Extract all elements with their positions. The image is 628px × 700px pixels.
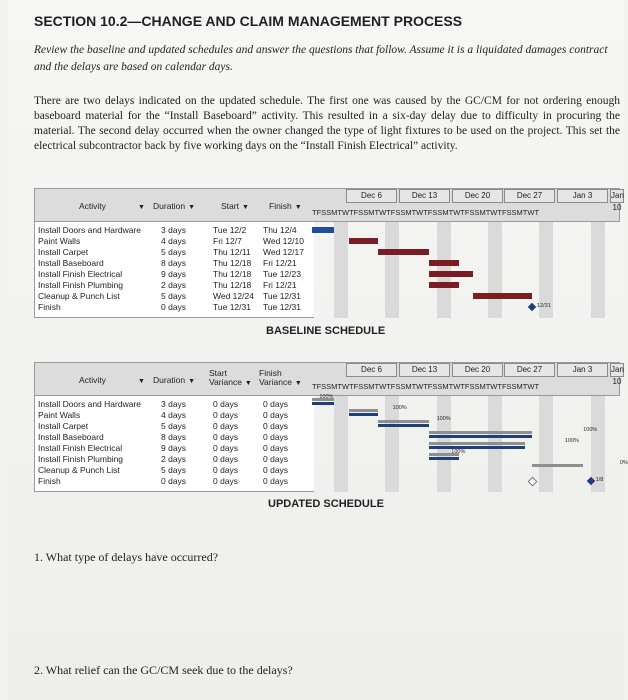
cell-activity: Install Carpet bbox=[38, 247, 89, 257]
week-label: Dec 6 bbox=[346, 363, 397, 377]
table-row[interactable] bbox=[35, 236, 315, 247]
cell-activity: Install Doors and Hardware bbox=[38, 225, 141, 235]
cell-start-variance: 0 days bbox=[213, 432, 239, 442]
cell-finish-variance: 0 days bbox=[263, 410, 289, 420]
baseline-gantt bbox=[312, 222, 620, 318]
week-label: Jan 10 bbox=[611, 365, 624, 386]
weekend-shade bbox=[334, 222, 348, 318]
percent-complete-label: 100% bbox=[564, 438, 579, 444]
cell-finish-variance: 0 days bbox=[263, 465, 289, 475]
percent-complete-label: 100% bbox=[319, 394, 334, 400]
table-row[interactable] bbox=[35, 280, 315, 291]
cell-start-variance: 0 days bbox=[213, 421, 239, 431]
weekend-shade bbox=[385, 222, 399, 318]
header-finish[interactable]: Finish ▼ bbox=[269, 201, 302, 211]
baseline-bar[interactable] bbox=[429, 282, 458, 288]
baseline-day-letters: TFSSMTWTFSSMTWTFSSMTWTFSSMTWTFSSMTWTFSSMTWT bbox=[312, 208, 540, 217]
header-finish-variance[interactable]: Finish Variance ▼ bbox=[259, 368, 302, 387]
week-label: Dec 20 bbox=[452, 363, 503, 377]
cell-duration: 8 days bbox=[161, 432, 187, 442]
cell-start-variance: 0 days bbox=[213, 399, 239, 409]
week-label: Dec 27 bbox=[504, 363, 555, 377]
cell-duration: 5 days bbox=[161, 247, 187, 257]
cell-finish-variance: 0 days bbox=[263, 432, 289, 442]
cell-finish: Fri 12/21 bbox=[263, 280, 297, 290]
cell-duration: 5 days bbox=[161, 421, 187, 431]
cell-duration: 9 days bbox=[161, 443, 187, 453]
cell-duration: 9 days bbox=[161, 269, 187, 279]
milestone-label: 12/31 bbox=[537, 303, 551, 309]
header-activity: Activity bbox=[79, 201, 106, 211]
cell-finish-variance: 0 days bbox=[263, 399, 289, 409]
cell-finish: Thu 12/4 bbox=[263, 225, 297, 235]
week-label: Dec 13 bbox=[399, 363, 450, 377]
baseline-table bbox=[34, 222, 314, 318]
cell-activity: Finish bbox=[38, 302, 61, 312]
cell-duration: 3 days bbox=[161, 225, 187, 235]
baseline-bar[interactable] bbox=[378, 249, 429, 255]
cell-activity: Paint Walls bbox=[38, 236, 81, 246]
updated-bar[interactable] bbox=[429, 457, 458, 460]
cell-start: Thu 12/18 bbox=[213, 280, 252, 290]
cell-finish: Wed 12/17 bbox=[263, 247, 304, 257]
cell-start-variance: 0 days bbox=[213, 476, 239, 486]
updated-bar[interactable] bbox=[349, 413, 378, 416]
cell-duration: 2 days bbox=[161, 280, 187, 290]
header-duration[interactable]: Duration ▼ bbox=[153, 201, 196, 211]
week-label: Dec 27 bbox=[504, 189, 555, 203]
baseline-bar[interactable] bbox=[429, 260, 458, 266]
header-start[interactable]: Start ▼ bbox=[221, 201, 249, 211]
updated-bar[interactable] bbox=[312, 402, 334, 405]
cell-activity: Install Baseboard bbox=[38, 432, 104, 442]
table-row[interactable] bbox=[35, 291, 315, 302]
updated-bar[interactable] bbox=[429, 435, 532, 438]
cell-finish-variance: 0 days bbox=[263, 421, 289, 431]
percent-complete-label: 100% bbox=[436, 416, 451, 422]
baseline-cap-bar[interactable] bbox=[349, 409, 378, 412]
cell-start: Tue 12/31 bbox=[213, 302, 251, 312]
cell-activity: Install Finish Plumbing bbox=[38, 454, 124, 464]
cell-activity: Cleanup & Punch List bbox=[38, 291, 120, 301]
weekend-shade bbox=[437, 222, 451, 318]
cell-start-variance: 0 days bbox=[213, 443, 239, 453]
delay-description: There are two delays indicated on the updated schedule. The first one was caused by the GC/CM for not ordering enough baseboard material for the “Install Baseboard” activity. This resulted in a six-day delay due to difficulty in procuring the material. The second delay occurred when the owner changed the type of light fixtures to be used on the project. This set the electrical subcontractor back by five working days on the “Install Finish Electrical” activity. bbox=[34, 95, 620, 152]
percent-complete-label: 100% bbox=[392, 405, 407, 411]
header-duration[interactable]: Duration ▼ bbox=[153, 375, 196, 385]
cell-activity: Install Finish Plumbing bbox=[38, 280, 124, 290]
table-row[interactable] bbox=[35, 421, 315, 432]
percent-complete-label: 100% bbox=[583, 427, 598, 433]
cell-start-variance: 0 days bbox=[213, 465, 239, 475]
cell-activity: Install Baseboard bbox=[38, 258, 104, 268]
question-1: 1. What type of delays have occurred? bbox=[34, 550, 219, 564]
cell-duration: 5 days bbox=[161, 465, 187, 475]
table-row[interactable] bbox=[35, 410, 315, 421]
table-row[interactable] bbox=[35, 269, 315, 280]
cell-start: Tue 12/2 bbox=[213, 225, 247, 235]
updated-schedule bbox=[34, 362, 628, 492]
cell-finish: Tue 12/23 bbox=[263, 269, 301, 279]
cell-duration: 3 days bbox=[161, 399, 187, 409]
baseline-schedule bbox=[34, 188, 624, 318]
cell-duration: 0 days bbox=[161, 476, 187, 486]
table-row[interactable] bbox=[35, 258, 315, 269]
cell-duration: 8 days bbox=[161, 258, 187, 268]
table-row[interactable] bbox=[35, 432, 315, 443]
baseline-cap-bar[interactable] bbox=[532, 464, 583, 467]
updated-gantt bbox=[312, 394, 628, 492]
updated-day-letters: TFSSMTWTFSSMTWTFSSMTWTFSSMTWTFSSMTWTFSSMTWT bbox=[312, 382, 540, 391]
week-label: Dec 13 bbox=[399, 189, 450, 203]
updated-week-labels bbox=[312, 362, 624, 386]
cell-start-variance: 0 days bbox=[213, 454, 239, 464]
milestone-label: 1/8 bbox=[595, 477, 604, 483]
baseline-week-labels bbox=[312, 188, 624, 212]
cell-finish: Wed 12/10 bbox=[263, 236, 304, 246]
cell-finish: Tue 12/31 bbox=[263, 291, 301, 301]
updated-bar[interactable] bbox=[378, 424, 429, 427]
weekend-shade bbox=[334, 396, 348, 492]
cell-duration: 2 days bbox=[161, 454, 187, 464]
baseline-bar[interactable] bbox=[429, 271, 473, 277]
cell-start: Fri 12/7 bbox=[213, 236, 242, 246]
cell-activity: Install Finish Electrical bbox=[38, 443, 123, 453]
baseline-caption: BASELINE SCHEDULE bbox=[266, 325, 386, 337]
table-row[interactable] bbox=[35, 476, 315, 487]
cell-activity: Paint Walls bbox=[38, 410, 81, 420]
baseline-cap-bar[interactable] bbox=[429, 442, 524, 445]
cell-activity: Install Carpet bbox=[38, 421, 89, 431]
baseline-milestone[interactable] bbox=[528, 477, 538, 487]
table-row[interactable] bbox=[35, 465, 315, 476]
cell-duration: 4 days bbox=[161, 410, 187, 420]
cell-activity: Cleanup & Punch List bbox=[38, 465, 120, 475]
weekend-shade bbox=[488, 222, 502, 318]
cell-activity: Install Finish Electrical bbox=[38, 269, 123, 279]
header-activity: Activity bbox=[79, 375, 106, 385]
updated-bar[interactable] bbox=[429, 446, 524, 449]
table-row[interactable] bbox=[35, 247, 315, 258]
cell-start: Thu 12/18 bbox=[213, 258, 252, 268]
cell-finish-variance: 0 days bbox=[263, 454, 289, 464]
table-row[interactable] bbox=[35, 454, 315, 465]
percent-complete-label: 100% bbox=[451, 449, 466, 455]
cell-finish: Fri 12/21 bbox=[263, 258, 297, 268]
weekend-shade bbox=[539, 396, 553, 492]
percent-complete-label: 0% bbox=[619, 460, 628, 466]
cell-finish: Tue 12/31 bbox=[263, 302, 301, 312]
week-label: Jan 3 bbox=[557, 363, 608, 377]
header-start-variance[interactable]: Start Variance ▼ bbox=[209, 368, 252, 387]
finish-milestone[interactable] bbox=[528, 303, 536, 311]
table-row[interactable] bbox=[35, 302, 315, 313]
baseline-bar[interactable] bbox=[349, 238, 378, 244]
textbook-page bbox=[8, 0, 628, 700]
question-2: 2. What relief can the GC/CM seek due to the delays? bbox=[34, 663, 293, 677]
cell-duration: 5 days bbox=[161, 291, 187, 301]
baseline-bar[interactable] bbox=[312, 227, 334, 233]
table-row[interactable] bbox=[35, 225, 315, 236]
cell-duration: 4 days bbox=[161, 236, 187, 246]
week-label: Jan 3 bbox=[557, 189, 608, 203]
cell-activity: Finish bbox=[38, 476, 61, 486]
cell-start: Thu 12/18 bbox=[213, 269, 252, 279]
cell-finish-variance: 0 days bbox=[263, 476, 289, 486]
cell-duration: 0 days bbox=[161, 302, 187, 312]
cell-start-variance: 0 days bbox=[213, 410, 239, 420]
cell-activity: Install Doors and Hardware bbox=[38, 399, 141, 409]
baseline-bar[interactable] bbox=[473, 293, 532, 299]
cell-start: Wed 12/24 bbox=[213, 291, 254, 301]
table-row[interactable] bbox=[35, 399, 315, 410]
weekend-shade bbox=[591, 222, 605, 318]
activity-filter-icon[interactable]: ▼ bbox=[138, 378, 145, 385]
table-row[interactable] bbox=[35, 443, 315, 454]
baseline-cap-bar[interactable] bbox=[429, 431, 532, 434]
activity-filter-icon[interactable]: ▼ bbox=[138, 204, 145, 211]
section-title: SECTION 10.2—CHANGE AND CLAIM MANAGEMENT PROCESS bbox=[34, 13, 463, 29]
week-label: Dec 20 bbox=[452, 189, 503, 203]
updated-table bbox=[34, 396, 314, 492]
week-label: Jan 10 bbox=[611, 191, 624, 212]
cell-finish-variance: 0 days bbox=[263, 443, 289, 453]
week-label: Dec 6 bbox=[346, 189, 397, 203]
updated-caption: UPDATED SCHEDULE bbox=[268, 498, 384, 510]
cell-start: Thu 12/11 bbox=[213, 247, 251, 257]
baseline-cap-bar[interactable] bbox=[378, 420, 429, 423]
intro-text: Review the baseline and updated schedules and answer the questions that follow. Assume it is a liquidated damages contract and the delays are based on calendar days. bbox=[34, 44, 608, 73]
